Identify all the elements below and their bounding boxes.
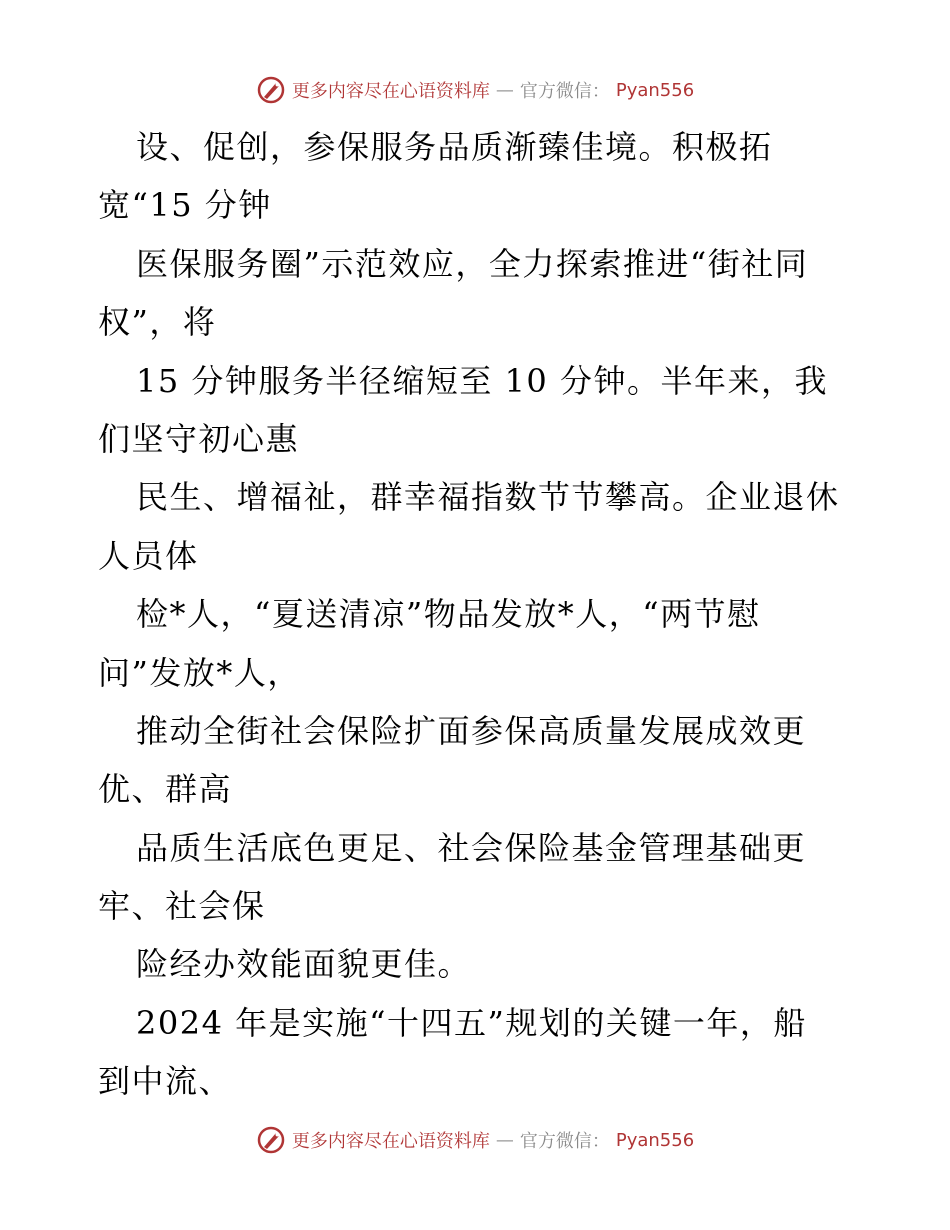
text-line: 民生、增福祉，群幸福指数节节攀高。企业退休 <box>136 478 840 517</box>
pen-logo-icon <box>256 1125 286 1155</box>
text-line: 牢、社会保 <box>98 887 266 926</box>
text-line: 医保服务圈”示范效应，全力探索推进“街社同 <box>136 244 809 283</box>
text-line: 设、促创，参保服务品质渐臻佳境。积极拓 <box>136 128 773 166</box>
watermark-separator: — <box>495 79 514 101</box>
text-line: 检*人，“夏送清凉”物品发放*人，“两节慰 <box>136 595 761 634</box>
text-line: 品质生活底色更足、社会保险基金管理基础更 <box>136 828 807 867</box>
text-line: 问”发放*人， <box>98 653 301 692</box>
text-line: 宽“15 分钟 <box>98 186 272 225</box>
watermark-label: 官方微信： <box>519 81 610 102</box>
text-line: 15 分钟服务半径缩短至 10 分钟。半年来，我 <box>136 361 828 400</box>
watermark-id: Pyan556 <box>615 1129 695 1151</box>
text-line: 人员体 <box>98 536 199 575</box>
document-body <box>98 118 858 1111</box>
text-line: 到中流、 <box>98 1062 233 1101</box>
text-line: 们坚守初心惠 <box>98 419 300 458</box>
text-line: 险经办效能面貌更佳。 <box>136 945 472 984</box>
text-line: 推动全街社会保险扩面参保高质量发展成效更 <box>136 711 807 750</box>
text-line: 优、群高 <box>98 770 233 809</box>
watermark-separator: — <box>495 1129 514 1151</box>
watermark-text: 更多内容尽在心语资料库 <box>291 1131 490 1152</box>
watermark-label: 官方微信： <box>519 1131 610 1152</box>
text-line: 权”，将 <box>98 303 217 342</box>
footer-watermark <box>0 1120 950 1160</box>
header-watermark <box>0 70 950 110</box>
watermark-text: 更多内容尽在心语资料库 <box>291 81 490 102</box>
pen-logo-icon <box>256 75 286 105</box>
watermark-id: Pyan556 <box>615 79 695 101</box>
text-line: 2024 年是实施“十四五”规划的关键一年，船 <box>136 1003 807 1042</box>
